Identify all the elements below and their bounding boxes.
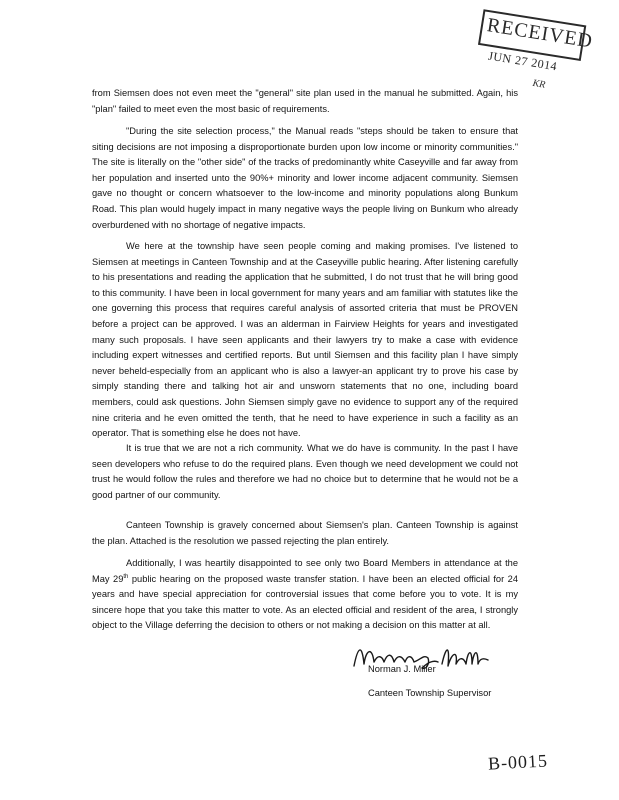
signatory-name: Norman J. Miller	[368, 664, 436, 674]
stamp-initials: KR	[531, 77, 547, 91]
paragraph-3: We here at the township have seen people coming and making promises. I've listened to Siemsen at meetings in Canteen Township and at the Caseyville public hearing. After listening carefully to his presentations and reading the application that he submitted, I do not trust that he will bring good to this community. I have been in local government for many years and am familiar with statutes like the one governing this process that requires careful analysis of assorted criteria that must be PROVEN before a project can be approved. I was an alderman in Fairview Heights for years and investigated many such proposals. I have seen applicants and their lawyers try to make a case with evidence including expert witnesses and certified reports. But until Siemsen and this facility plan I have simply never beheld-especially from an applicant who is also a lawyer-an applicant try to prove his case by simply standing there and talking hot air and unsworn statements that no one, including board members, could ask questions. John Siemsen simply gave no evidence to support any of the required nine criteria and he even omitted the tenth, that he need to have experience in such a facility as an operator. That is something else he does not have.	[92, 241, 518, 439]
paragraph-4: It is true that we are not a rich community. What we do have is community. In the past I have seen developers who refuse to do the required plans. Even though we need development we could not trust he would follow the rules and therefore we had no choice but to determine that he would not be a good partner of our community.	[92, 443, 518, 500]
signatory-title: Canteen Township Supervisor	[368, 688, 492, 698]
ordinal-suffix: th	[123, 573, 129, 580]
paragraph-6-start: Additionally, I was heartily disappointed to see only two Board Members in attendance at the May 29	[92, 558, 518, 584]
paragraph-6-end: public hearing on the proposed waste transfer station. I have been an elected official for 24 years and have special appreciation for controversial issues that come before you to vote. It is my sincere hope that you take this matter to vote. As an elected official and resident of the area, I strongly object to the Village deferring the decision to others or not making a decision on this matter at all.	[92, 573, 518, 631]
paragraph-5: Canteen Township is gravely concerned about Siemsen's plan. Canteen Township is against the plan. Attached is the resolution we passed rejecting the plan entirely.	[92, 520, 518, 546]
paragraph-2: "During the site selection process," the Manual reads "steps should be taken to ensure that siting decisions are not imposing a disproportionate burden upon low income or minority communities." The site is literally on the "other side" of the tracks of predominantly white Caseyville and far away from her population and inserted unto the 90%+ minority and lower income adjacent community. Siemsen gave no thought or concern whatsoever to the low-income and minority populations along Bunkum Road. This plan would hugely impact in many negative ways the people living on Bunkum who already overburdened with no shortage of negative impacts.	[92, 126, 518, 230]
paragraph-6	[92, 556, 518, 634]
paragraph-1: from Siemsen does not even meet the "general" site plan used in the manual he submitted. Again, his "plan" failed to meet even the most basic of requirements.	[92, 88, 518, 114]
page-code: B-0015	[487, 750, 549, 774]
stamp-date: JUN 27 2014	[487, 48, 559, 74]
stamp-title: RECEIVED	[485, 14, 595, 53]
